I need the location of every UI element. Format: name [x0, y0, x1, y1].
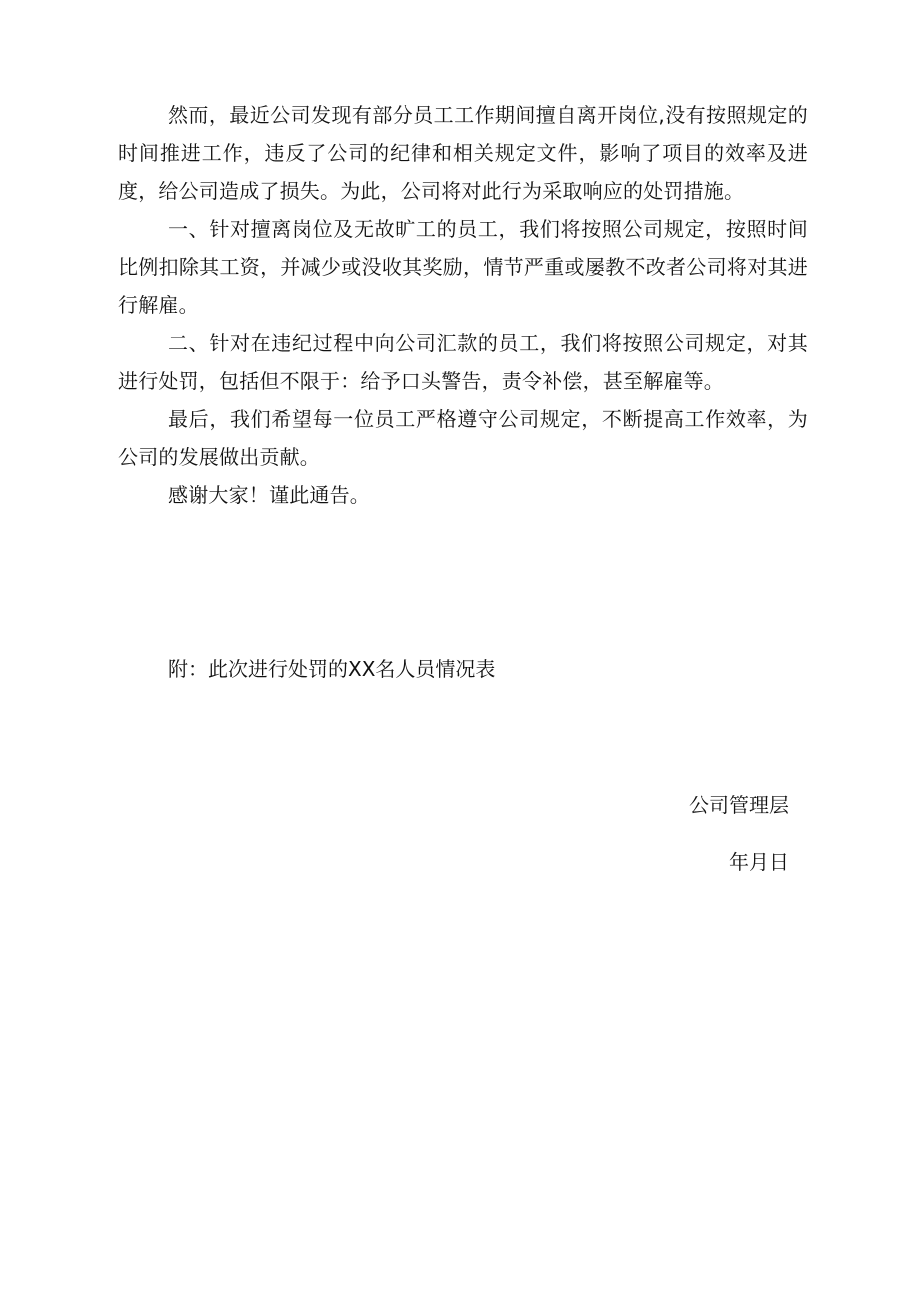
paragraph-intro: 然而，最近公司发现有部分员工工作期间擅自离开岗位,没有按照规定的时间推进工作，违反了公司的纪律和相关规定文件，影响了项目的效率及进度，给公司造成了损失。为此，公司将对此行为采取响应的处罚措施。 [118, 103, 808, 203]
paragraph-rule-two: 二、针对在违纪过程中向公司汇款的员工，我们将按照公司规定，对其进行处罚，包括但不限于：给予口头警告，责令补偿，甚至解雇等。 [118, 331, 808, 393]
signature-date: 年月日 [729, 850, 789, 874]
paragraph-thanks: 感谢大家！谨此通告。 [168, 483, 370, 507]
paragraph-closing: 最后，我们希望每一位员工严格遵守公司规定，不断提高工作效率，为公司的发展做出贡献。 [118, 407, 808, 469]
signature-issuer: 公司管理层 [689, 793, 789, 817]
notice-body [118, 96, 808, 514]
attachment-note: 附：此次进行处罚的XX名人员情况表 [168, 657, 496, 681]
paragraph-rule-one: 一、针对擅离岗位及无故旷工的员工，我们将按照公司规定，按照时间比例扣除其工资，并减少或没收其奖励，情节严重或屡教不改者公司将对其进行解雇。 [118, 217, 808, 317]
